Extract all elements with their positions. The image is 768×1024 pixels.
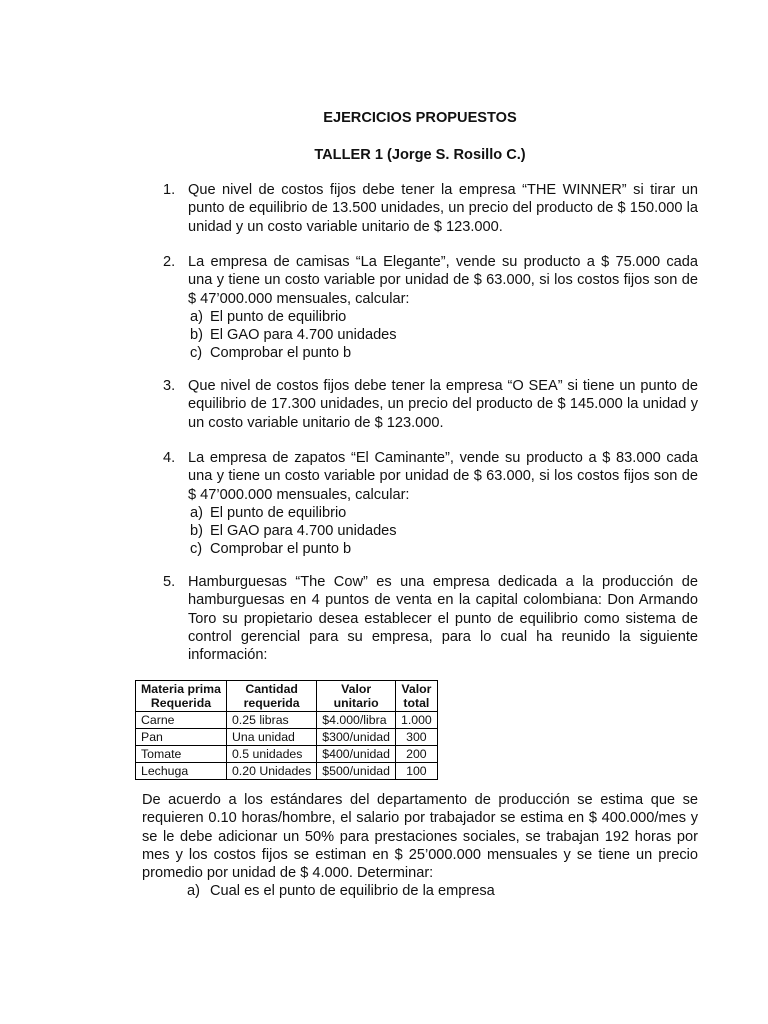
table-cell: 100 xyxy=(395,763,437,780)
exercise-text: Que nivel de costos fijos debe tener la empresa “O SEA” si tiene un punto de equilibrio de 17.300 unidades, un precio del producto de $ 145.000 la unidad y un costo variable unitario de $ 123.000. xyxy=(188,378,698,431)
question-label: a) xyxy=(187,883,200,900)
table-cell: 200 xyxy=(395,746,437,763)
exercise-text: La empresa de camisas “La Elegante”, vende su producto a $ 75.000 cada una y tiene un costo variable por unidad de $ 63.000, si los costos fijos son de $ 47’000.000 mensuales, calcular: xyxy=(188,254,698,307)
table-cell: Pan xyxy=(136,729,227,746)
table-cell: 0.25 libras xyxy=(226,712,316,729)
table-cell: Carne xyxy=(136,712,227,729)
subitem xyxy=(188,540,698,558)
document-subtitle: TALLER 1 (Jorge S. Rosillo C.) xyxy=(314,147,526,163)
subitem-label: b) xyxy=(190,523,203,540)
table-cell: 0.5 unidades xyxy=(226,746,316,763)
table-cell: 1.000 xyxy=(395,712,437,729)
column-header-materia-prima: Materia prima Requerida xyxy=(136,681,227,712)
exercise-text: Hamburguesas “The Cow” es una empresa dedicada a la producción de hamburguesas en 4 puntos de venta en la capital colombiana: Don Armando Toro su propietario desea establecer el punto de equilibrio como sistema de control gerencial para su empresa, para lo cual ha reunido la siguiente información: xyxy=(188,574,698,664)
exercise-number: 2. xyxy=(163,254,176,270)
subitem-text: El GAO para 4.700 unidades xyxy=(210,523,397,540)
question-item xyxy=(142,882,698,900)
subitem-text: El GAO para 4.700 unidades xyxy=(210,327,397,344)
subitem-text: Comprobar el punto b xyxy=(210,345,352,362)
table-cell: $500/unidad xyxy=(317,763,396,780)
table-header-row xyxy=(136,681,438,712)
subitem-label: a) xyxy=(190,504,203,521)
subitem xyxy=(188,522,698,540)
subitem-label: c) xyxy=(190,345,203,362)
table-cell: $400/unidad xyxy=(317,746,396,763)
exercise-5 xyxy=(163,573,698,664)
subitem xyxy=(188,344,698,362)
closing-section xyxy=(142,791,698,901)
table-row xyxy=(136,763,438,780)
exercise-subitems xyxy=(188,308,698,363)
table-cell: Lechuga xyxy=(136,763,227,780)
subitem xyxy=(188,504,698,522)
column-header-valor-unitario: Valor unitario xyxy=(317,681,396,712)
table-cell: Tomate xyxy=(136,746,227,763)
table-row xyxy=(136,729,438,746)
table-row xyxy=(136,746,438,763)
table-cell: Una unidad xyxy=(226,729,316,746)
exercise-text: La empresa de zapatos “El Caminante”, vende su producto a $ 83.000 cada una y tiene un costo variable por unidad de $ 63.000, si los costos fijos son de $ 47’000.000 mensuales, calcular: xyxy=(188,450,698,503)
subitem-label: c) xyxy=(190,541,203,558)
exercise-3 xyxy=(163,377,698,432)
column-header-valor-total: Valor total xyxy=(395,681,437,712)
raw-materials-table xyxy=(135,680,438,780)
closing-questions xyxy=(142,882,698,900)
subitem xyxy=(188,326,698,344)
document-title: EJERCICIOS PROPUESTOS xyxy=(323,110,517,126)
subitem-text: Comprobar el punto b xyxy=(210,541,352,558)
closing-text: De acuerdo a los estándares del departamento de producción se estima que se requieren 0.10 horas/hombre, el salario por trabajador se estima en $ 400.000/mes y se le debe adicionar un 50% para prestaciones sociales, se trabajan 192 horas por mes y los costos fijos se estiman en $ 25’000.000 mensuales y se tiene un precio promedio por unidad de $ 4.000. Determinar: xyxy=(142,792,698,882)
subitem-label: b) xyxy=(190,327,203,344)
table-cell: $4.000/libra xyxy=(317,712,396,729)
exercise-1 xyxy=(163,181,698,236)
exercise-text: Que nivel de costos fijos debe tener la empresa “THE WINNER” si tirar un punto de equilibrio de 13.500 unidades, un precio del producto de $ 150.000 la unidad y un costo variable unitario de $ 123.000. xyxy=(188,182,698,235)
table-cell: 0.20 Unidades xyxy=(226,763,316,780)
exercise-number: 3. xyxy=(163,378,176,394)
exercise-number: 5. xyxy=(163,574,176,590)
subitem-text: El punto de equilibrio xyxy=(210,504,347,521)
table-cell: $300/unidad xyxy=(317,729,396,746)
table-cell: 300 xyxy=(395,729,437,746)
exercise-4 xyxy=(163,449,698,559)
table-row xyxy=(136,712,438,729)
subitem-label: a) xyxy=(190,308,203,325)
column-header-cantidad: Cantidad requerida xyxy=(226,681,316,712)
subitem xyxy=(188,308,698,326)
exercise-subitems xyxy=(188,504,698,559)
exercise-number: 4. xyxy=(163,450,176,466)
subitem-text: El punto de equilibrio xyxy=(210,308,347,325)
question-text: Cual es el punto de equilibrio de la empresa xyxy=(210,883,495,900)
exercise-number: 1. xyxy=(163,182,176,198)
exercise-2 xyxy=(163,253,698,363)
